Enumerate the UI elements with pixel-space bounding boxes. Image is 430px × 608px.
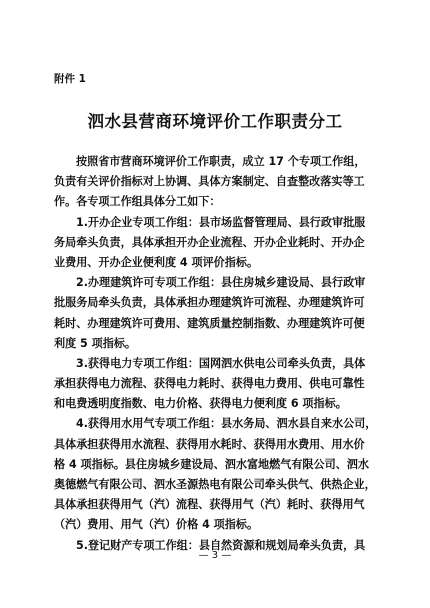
text-line: 负责有关评价指标对上协调、具体方案制定、自查整改落实等工 [54,175,365,189]
text-line: 具体承担获得用气（汽）流程、获得用气（汽）耗时、获得用气 [54,498,365,512]
paragraph-item-4 [54,414,384,535]
text-line: 按照省市营商环境评价工作职责，成立 17 个专项工作组， [76,155,366,168]
text-line: 和电费透明度指数、电力价格、获得电力便利度 6 项指标。 [54,397,347,411]
paragraph-item-2 [54,273,384,354]
page-number: — 3 — [198,550,232,561]
text-line: 3.获得电力专项工作组：国网泗水供电公司牵头负责，具体 [76,356,366,370]
text-line: 5.登记财产专项工作组：县自然资源和规划局牵头负责，具 [76,538,366,552]
paragraph-item-3 [54,354,384,415]
text-line: 格 4 项指标。县住房城乡建设局、泗水富地燃气有限公司、泗水 [54,457,369,471]
text-line: （汽）费用、用气（汽）价格 4 项指标。 [54,518,259,532]
text-line: 承担获得电力流程、获得电力耗时、获得电力费用、供电可靠性 [54,377,365,391]
text-line: 务局牵头负责，具体承担开办企业流程、开办企业耗时、开办企 [54,235,365,249]
text-line: 批服务局牵头负责，具体承担办理建筑许可流程、办理建筑许可 [54,296,365,310]
text-line: 业费用、开办企业便利度 4 项评价指标。 [54,255,259,269]
text-line: 作。各专项工作组具体分工如下： [54,195,221,209]
document-body [54,152,384,556]
paragraph-item-1 [54,213,384,274]
text-line: 2.办理建筑许可专项工作组：县住房城乡建设局、县行政审 [76,276,366,290]
attachment-label: 附件 1 [54,73,86,85]
text-line: 利度 5 项指标。 [54,336,137,350]
text-line: 1.开办企业专项工作组：县市场监督管理局、县行政审批服 [76,215,366,229]
text-line: 4.获得用水用气专项工作组：县水务局、泗水县自来水公司， [76,417,377,431]
paragraph-intro [54,152,384,213]
text-line: 耗时、办理建筑许可费用、建筑质量控制指数、办理建筑许可便 [54,316,365,330]
text-line: 奥德燃气有限公司、泗水圣源热电有限公司牵头供气、供热企业， [54,478,376,491]
document-title: 泗水县营商环境评价工作职责分工 [87,112,343,131]
text-line: 具体承担获得用水流程、获得用水耗时、获得用水费用、用水价 [54,437,365,451]
